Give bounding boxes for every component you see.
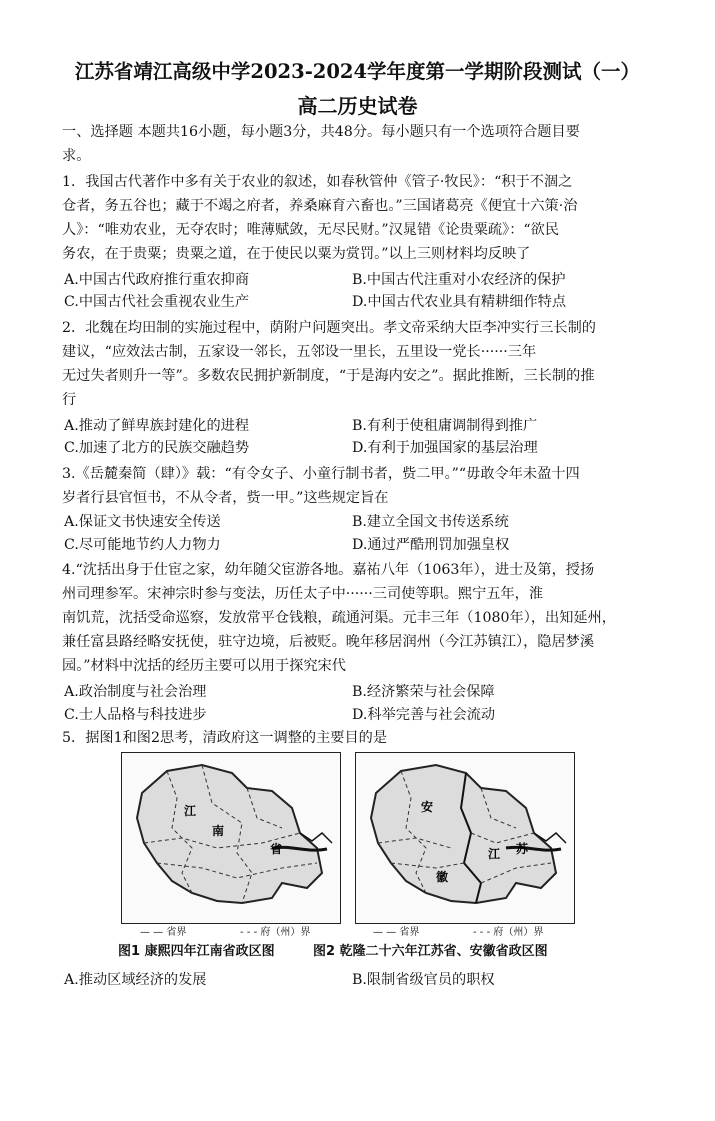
map-2-label: 苏 <box>516 842 529 856</box>
map-2-label: 安 <box>421 800 434 814</box>
q2-option-a[interactable]: A.推动了鲜卑族封建化的进程 <box>64 418 250 434</box>
q3-stem-line: 岁者行县官恒书，不从令者，赀一甲。”这些规定旨在 <box>62 490 389 506</box>
q2-stem-line: 建议，“应效法古制，五家设一邻长，五邻设一里长，五里设一党长······三年 <box>62 344 537 360</box>
q1-stem-line: 仓者，务五谷也；藏于不竭之府者，养桑麻育六畜也。”三国诸葛亮《便宜十六策·治 <box>62 198 578 214</box>
q5-stem-line: 5．据图1和图2思考，清政府这一调整的主要目的是 <box>62 730 388 746</box>
q2-stem-line: 行 <box>62 392 77 408</box>
map-2-legend-province: — — 省界 <box>373 927 420 938</box>
q1-stem-line: 1．我国古代著作中多有关于农业的叙述，如春秋管仲《管子·牧民》：“积于不涸之 <box>62 174 573 190</box>
map-2-graphic <box>356 753 574 923</box>
map-1-legend-prefecture: - - - 府（州）界 <box>240 927 311 938</box>
q4-option-d[interactable]: D.科举完善与社会流动 <box>352 707 496 723</box>
figure-2-map <box>355 752 575 924</box>
map-2-label: 徽 <box>436 870 449 884</box>
figure-1-map <box>121 752 341 924</box>
q4-stem-line: 园。”材料中沈括的经历主要可以用于探究宋代 <box>62 658 346 674</box>
q1-stem-line: 务农，在于贵粟；贵粟之道，在于使民以粟为赏罚。”以上三则材料均反映了 <box>62 246 531 262</box>
map-2-legend-prefecture: - - - 府（州）界 <box>473 927 544 938</box>
q2-option-b[interactable]: B.有利于使租庸调制得到推广 <box>352 418 538 434</box>
q2-stem-line: 2．北魏在均田制的实施过程中，荫附户问题突出。孝文帝采纳大臣李冲实行三长制的 <box>62 320 596 336</box>
exam-title: 江苏省靖江高级中学2023-2024学年度第一学期阶段测试（一） <box>74 60 641 83</box>
q2-option-c[interactable]: C.加速了北方的民族交融趋势 <box>64 440 250 456</box>
q3-option-a[interactable]: A.保证文书快速安全传送 <box>64 514 221 530</box>
exam-subtitle: 高二历史试卷 <box>297 94 418 118</box>
section-instruction-line-1: 一、选择题 本题共16小题，每小题3分，共48分。每小题只有一个选项符合题目要 <box>62 124 580 140</box>
q1-option-a[interactable]: A.中国古代政府推行重农抑商 <box>64 272 250 288</box>
q5-option-a[interactable]: A.推动区域经济的发展 <box>64 972 207 988</box>
q1-option-c[interactable]: C.中国古代社会重视农业生产 <box>64 294 250 310</box>
map-1-label: 南 <box>212 824 225 838</box>
q3-stem-line: 3.《岳麓秦简（肆）》载：“有令女子、小童行制书者，赀二甲。”“毋敢令年未盈十四 <box>62 466 580 482</box>
q4-option-c[interactable]: C.士人品格与科技进步 <box>64 707 207 723</box>
map-1-graphic <box>122 753 340 923</box>
q1-stem-line: 人》：“唯劝农业，无夺农时；唯薄赋敛，无尽民财。”汉晁错《论贵粟疏》：“欲民 <box>62 222 560 238</box>
q3-option-c[interactable]: C.尽可能地节约人力物力 <box>64 537 221 553</box>
map-1-label: 江 <box>184 804 197 818</box>
q2-stem-line: 无过失者则升一等”。多数农民拥护新制度，“于是海内安之”。据此推断，三长制的推 <box>62 368 595 384</box>
q4-stem-line: 州司理参军。宋神宗时参与变法，历任太子中······三司使等职。熙宁五年，淮 <box>62 586 544 602</box>
map-1-label: 省 <box>270 842 283 856</box>
q4-option-b[interactable]: B.经济繁荣与社会保障 <box>352 684 495 700</box>
q2-option-d[interactable]: D.有利于加强国家的基层治理 <box>352 440 538 456</box>
q3-option-d[interactable]: D.通过严酷刑罚加强皇权 <box>352 537 510 553</box>
q4-stem-line: 4.“沈括出身于仕宦之家，幼年随父宦游各地。嘉祐八年（1063年），进士及第，授扬 <box>62 562 595 578</box>
q4-stem-line: 兼任富县路经略安抚使，驻守边境，后被贬。晚年移居润州（今江苏镇江），隐居梦溪 <box>62 634 595 650</box>
section-instruction-line-2: 求。 <box>62 148 91 164</box>
q1-option-d[interactable]: D.中国古代农业具有精耕细作特点 <box>352 294 567 310</box>
figure-2-caption: 图2 乾隆二十六年江苏省、安徽省政区图 <box>313 944 548 959</box>
q3-option-b[interactable]: B.建立全国文书传送系统 <box>352 514 509 530</box>
q5-option-b[interactable]: B.限制省级官员的职权 <box>352 972 495 988</box>
q4-stem-line: 南饥荒，沈括受命巡察，发放常平仓钱粮，疏通河渠。元丰三年（1080年），出知延州， <box>62 610 616 626</box>
map-2-label: 江 <box>488 847 501 861</box>
q4-option-a[interactable]: A.政治制度与社会治理 <box>64 684 207 700</box>
map-1-legend-province: — — 省界 <box>140 927 187 938</box>
q1-option-b[interactable]: B.中国古代注重对小农经济的保护 <box>352 272 566 288</box>
figure-1-caption: 图1 康熙四年江南省政区图 <box>118 944 275 959</box>
